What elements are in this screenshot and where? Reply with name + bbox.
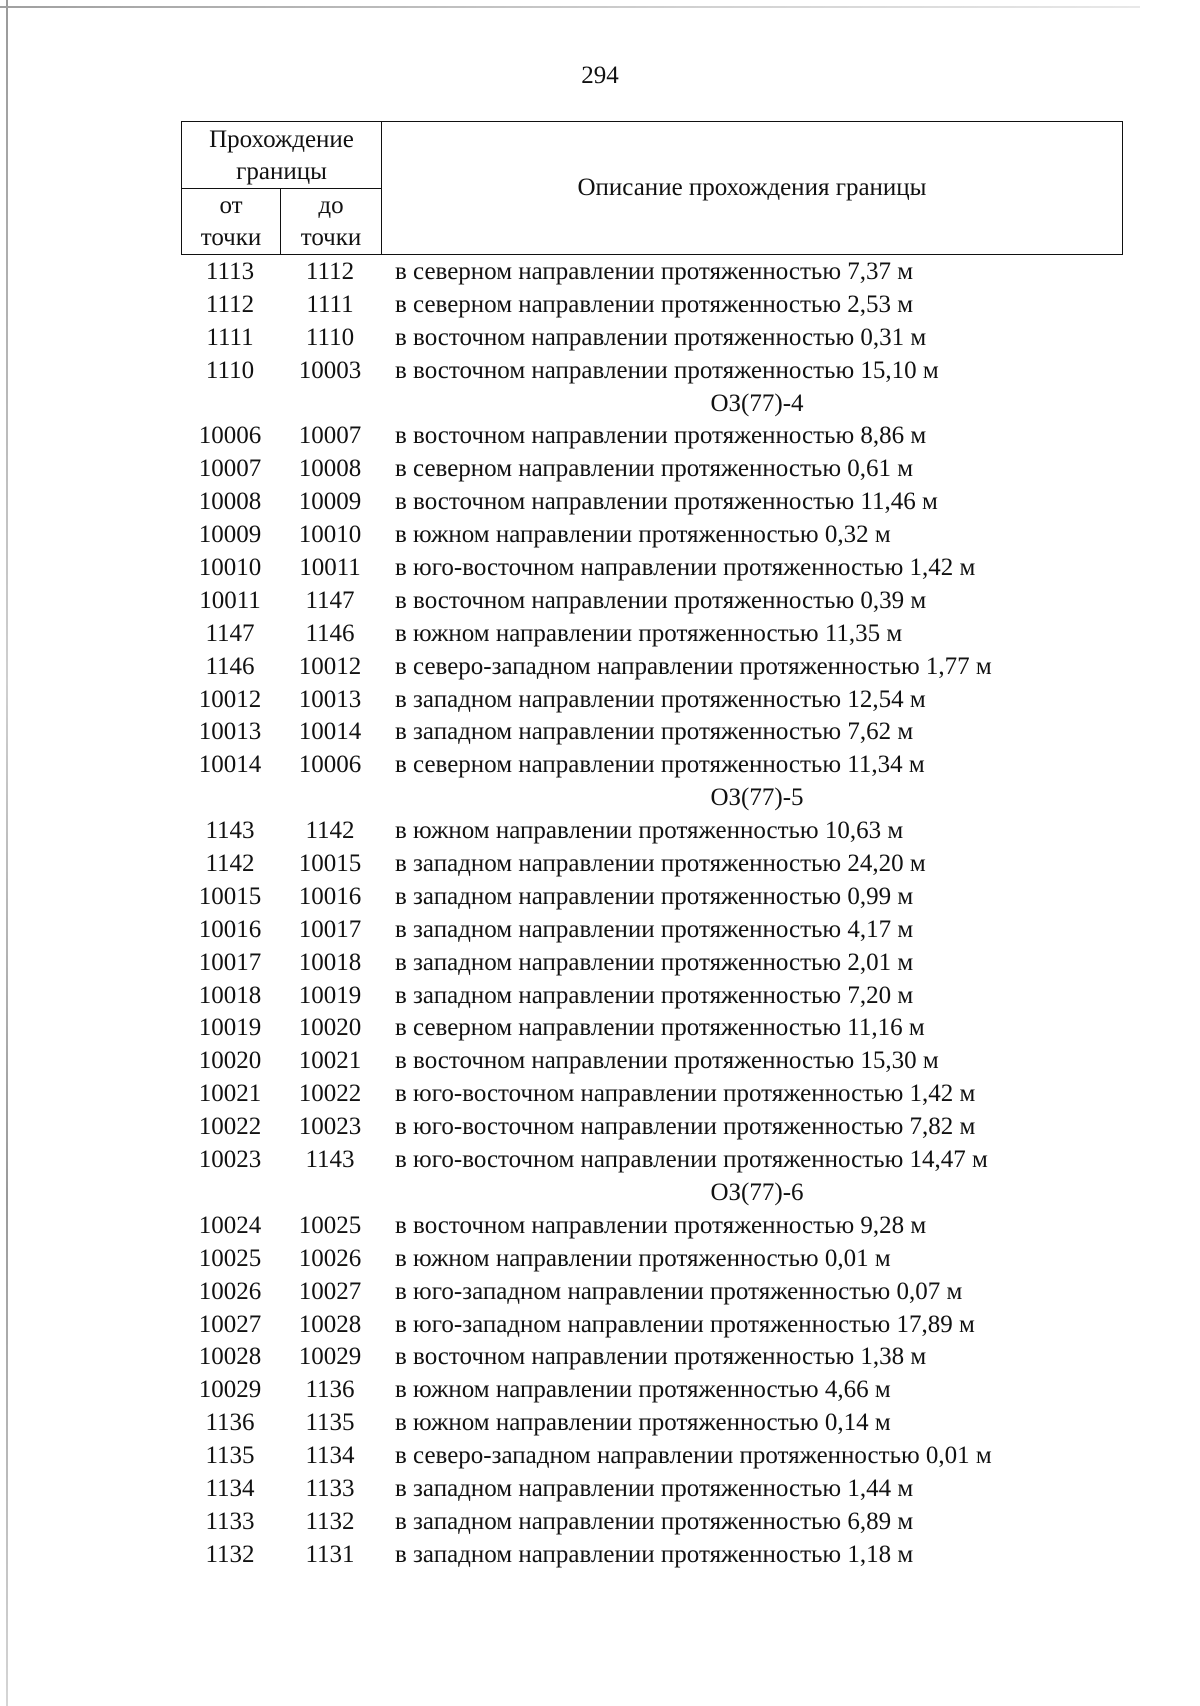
description-cell: в северо-западном направлении протяженностью 0,01 м (395, 1442, 992, 1470)
table-row (181, 1374, 1123, 1407)
to-point-cell: 1147 (305, 586, 355, 614)
to-point-cell: 10014 (298, 718, 362, 746)
from-point-cell: 1143 (205, 817, 255, 845)
table-row (181, 881, 1123, 914)
table-row (181, 618, 1123, 651)
to-point-cell: 1136 (305, 1376, 355, 1404)
table-row (181, 1506, 1123, 1539)
table-row (181, 651, 1123, 684)
to-point-cell: 10011 (299, 554, 361, 582)
table-row (181, 1210, 1123, 1243)
from-point-cell: 1113 (205, 258, 255, 285)
description-cell: в юго-восточном направлении протяженностью 1,42 м (395, 554, 976, 582)
description-cell: в южном направлении протяженностью 10,63 м (395, 817, 904, 845)
table-row (181, 1144, 1123, 1177)
from-point-cell: 10016 (198, 915, 262, 943)
description-cell: в восточном направлении протяженностью 9,28 м (395, 1211, 927, 1239)
table-row (181, 1473, 1123, 1506)
table-row (181, 1539, 1123, 1572)
section-title-row (181, 1177, 1123, 1210)
table-row (181, 453, 1123, 486)
header-to-point: до точки (300, 192, 362, 251)
from-point-cell: 10014 (198, 751, 262, 779)
description-cell: в северном направлении протяженностью 11,16 м (395, 1014, 925, 1042)
from-point-cell: 1111 (206, 323, 254, 351)
from-point-cell: 10009 (198, 521, 262, 549)
to-point-cell: 10026 (298, 1244, 362, 1272)
to-point-cell: 10027 (298, 1277, 362, 1305)
table-row (181, 1276, 1123, 1309)
to-point-cell: 10008 (298, 455, 362, 483)
to-point-cell: 10003 (298, 356, 362, 384)
from-point-cell: 1142 (205, 850, 255, 878)
from-point-cell: 10023 (198, 1146, 262, 1174)
to-point-cell: 1142 (305, 817, 355, 845)
description-cell: в западном направлении протяженностью 1,44 м (395, 1474, 914, 1502)
from-point-cell: 10024 (198, 1211, 262, 1239)
table-row (181, 486, 1123, 519)
table-row (181, 1078, 1123, 1111)
from-point-cell: 10018 (198, 981, 262, 1009)
from-point-cell: 1110 (205, 356, 255, 384)
from-point-cell: 10017 (198, 948, 262, 976)
table-row (181, 1045, 1123, 1078)
description-cell: в южном направлении протяженностью 4,66 м (395, 1376, 891, 1404)
description-cell: в западном направлении протяженностью 2,01 м (395, 948, 914, 976)
table-row (181, 322, 1123, 355)
page-number: 294 (581, 62, 619, 89)
description-cell: в южном направлении протяженностью 0,32 м (395, 521, 891, 549)
from-point-cell: 10026 (198, 1277, 262, 1305)
from-point-cell: 10027 (198, 1310, 262, 1338)
to-point-cell: 1131 (305, 1540, 355, 1568)
to-point-cell: 10015 (298, 850, 362, 878)
section-title-row (181, 388, 1123, 421)
table-row (181, 749, 1123, 782)
description-cell: в западном направлении протяженностью 0,99 м (395, 882, 914, 910)
table-row (181, 848, 1123, 881)
description-cell: в восточном направлении протяженностью 8,86 м (395, 422, 927, 450)
from-point-cell: 10021 (198, 1080, 262, 1108)
from-point-cell: 10028 (198, 1343, 262, 1371)
from-point-cell: 10022 (198, 1113, 262, 1141)
to-point-cell: 10025 (298, 1211, 362, 1239)
table-row (181, 1309, 1123, 1342)
table-body (181, 256, 1123, 1572)
table-row (181, 585, 1123, 618)
table-row (181, 1407, 1123, 1440)
header-from-point: от точки (200, 192, 262, 251)
to-point-cell: 10013 (298, 685, 362, 713)
description-cell: в северо-западном направлении протяженностью 1,77 м (395, 652, 992, 680)
table-header (181, 121, 1123, 255)
from-point-cell: 10029 (198, 1376, 262, 1404)
description-cell: в восточном направлении протяженностью 15,30 м (395, 1047, 939, 1075)
to-point-cell: 10022 (298, 1080, 362, 1108)
from-point-cell: 10025 (198, 1244, 262, 1272)
from-point-cell: 1132 (205, 1540, 255, 1568)
description-cell: в западном направлении протяженностью 24,20 м (395, 850, 926, 878)
to-point-cell: 10009 (298, 488, 362, 516)
table-row (181, 716, 1123, 749)
table-row (181, 1111, 1123, 1144)
table-row (181, 256, 1123, 289)
to-point-cell: 1134 (305, 1442, 355, 1470)
to-point-cell: 1110 (305, 323, 355, 351)
to-point-cell: 1112 (305, 258, 355, 285)
from-point-cell: 10019 (198, 1014, 262, 1042)
from-point-cell: 10006 (198, 422, 262, 450)
description-cell: в западном направлении протяженностью 12,54 м (395, 685, 926, 713)
description-cell: в юго-западном направлении протяженностью 17,89 м (395, 1310, 975, 1338)
to-point-cell: 10028 (298, 1310, 362, 1338)
from-point-cell: 10008 (198, 488, 262, 516)
to-point-cell: 10016 (298, 882, 362, 910)
description-cell: в западном направлении протяженностью 4,17 м (395, 915, 914, 943)
from-point-cell: 1112 (205, 290, 255, 318)
description-cell: в юго-восточном направлении протяженностью 7,82 м (395, 1113, 976, 1141)
from-point-cell: 10015 (198, 882, 262, 910)
to-point-cell: 10029 (298, 1343, 362, 1371)
to-point-cell: 1135 (305, 1409, 355, 1437)
header-divider-sub-horizontal (182, 188, 381, 189)
description-cell: в северном направлении протяженностью 11,34 м (395, 751, 925, 779)
to-point-cell: 10019 (298, 981, 362, 1009)
from-point-cell: 10013 (198, 718, 262, 746)
description-cell: в южном направлении протяженностью 11,35 м (395, 619, 903, 647)
table-row (181, 1012, 1123, 1045)
table-row (181, 1243, 1123, 1276)
description-cell: в восточном направлении протяженностью 11,46 м (395, 488, 938, 516)
table-row (181, 552, 1123, 585)
description-cell: в западном направлении протяженностью 1,18 м (395, 1540, 914, 1568)
from-point-cell: 10012 (198, 685, 262, 713)
table-row (181, 980, 1123, 1013)
to-point-cell: 10018 (298, 948, 362, 976)
to-point-cell: 10007 (298, 422, 362, 450)
section-title: ОЗ(77)-5 (710, 784, 804, 812)
from-point-cell: 10020 (198, 1047, 262, 1075)
to-point-cell: 1146 (305, 619, 355, 647)
to-point-cell: 1133 (305, 1474, 355, 1502)
from-point-cell: 10011 (199, 586, 261, 614)
description-cell: в восточном направлении протяженностью 0,39 м (395, 586, 927, 614)
header-description: Описание прохождения границы (577, 174, 927, 201)
from-point-cell: 10010 (198, 554, 262, 582)
to-point-cell: 10020 (298, 1014, 362, 1042)
to-point-cell: 10010 (298, 521, 362, 549)
to-point-cell: 1143 (305, 1146, 355, 1174)
to-point-cell: 10017 (298, 915, 362, 943)
from-point-cell: 1134 (205, 1474, 255, 1502)
from-point-cell: 10007 (198, 455, 262, 483)
from-point-cell: 1135 (205, 1442, 255, 1470)
to-point-cell: 10006 (298, 751, 362, 779)
description-cell: в северном направлении протяженностью 0,61 м (395, 455, 914, 483)
to-point-cell: 1111 (306, 290, 354, 318)
table-row (181, 947, 1123, 980)
description-cell: в восточном направлении протяженностью 0,31 м (395, 323, 927, 351)
table-row (181, 289, 1123, 322)
description-cell: в южном направлении протяженностью 0,14 м (395, 1409, 891, 1437)
scan-edge-left (6, 0, 8, 1706)
table-row (181, 1341, 1123, 1374)
header-boundary-passage: Прохождение границы (209, 126, 354, 185)
to-point-cell: 1132 (305, 1507, 355, 1535)
description-cell: в северном направлении протяженностью 7,37 м (395, 258, 914, 285)
description-cell: в восточном направлении протяженностью 1,38 м (395, 1343, 927, 1371)
description-cell: в восточном направлении протяженностью 15,10 м (395, 356, 939, 384)
description-cell: в юго-западном направлении протяженностью 0,07 м (395, 1277, 963, 1305)
description-cell: в юго-восточном направлении протяженностью 1,42 м (395, 1080, 976, 1108)
from-point-cell: 1133 (205, 1507, 255, 1535)
to-point-cell: 10021 (298, 1047, 362, 1075)
table-row (181, 355, 1123, 388)
description-cell: в западном направлении протяженностью 7,62 м (395, 718, 914, 746)
table-row (181, 1440, 1123, 1473)
section-title-row (181, 782, 1123, 815)
section-title: ОЗ(77)-4 (710, 389, 804, 417)
from-point-cell: 1136 (205, 1409, 255, 1437)
to-point-cell: 10012 (298, 652, 362, 680)
description-cell: в западном направлении протяженностью 6,89 м (395, 1507, 914, 1535)
description-cell: в юго-восточном направлении протяженностью 14,47 м (395, 1146, 988, 1174)
from-point-cell: 1146 (205, 652, 255, 680)
table-row (181, 684, 1123, 717)
table-row (181, 519, 1123, 552)
table-row (181, 914, 1123, 947)
description-cell: в северном направлении протяженностью 2,53 м (395, 290, 914, 318)
table-row (181, 815, 1123, 848)
description-cell: в западном направлении протяженностью 7,20 м (395, 981, 914, 1009)
scan-edge-top (0, 6, 1140, 8)
from-point-cell: 1147 (205, 619, 255, 647)
to-point-cell: 10023 (298, 1113, 362, 1141)
section-title: ОЗ(77)-6 (710, 1178, 804, 1206)
table-row (181, 420, 1123, 453)
description-cell: в южном направлении протяженностью 0,01 м (395, 1244, 891, 1272)
